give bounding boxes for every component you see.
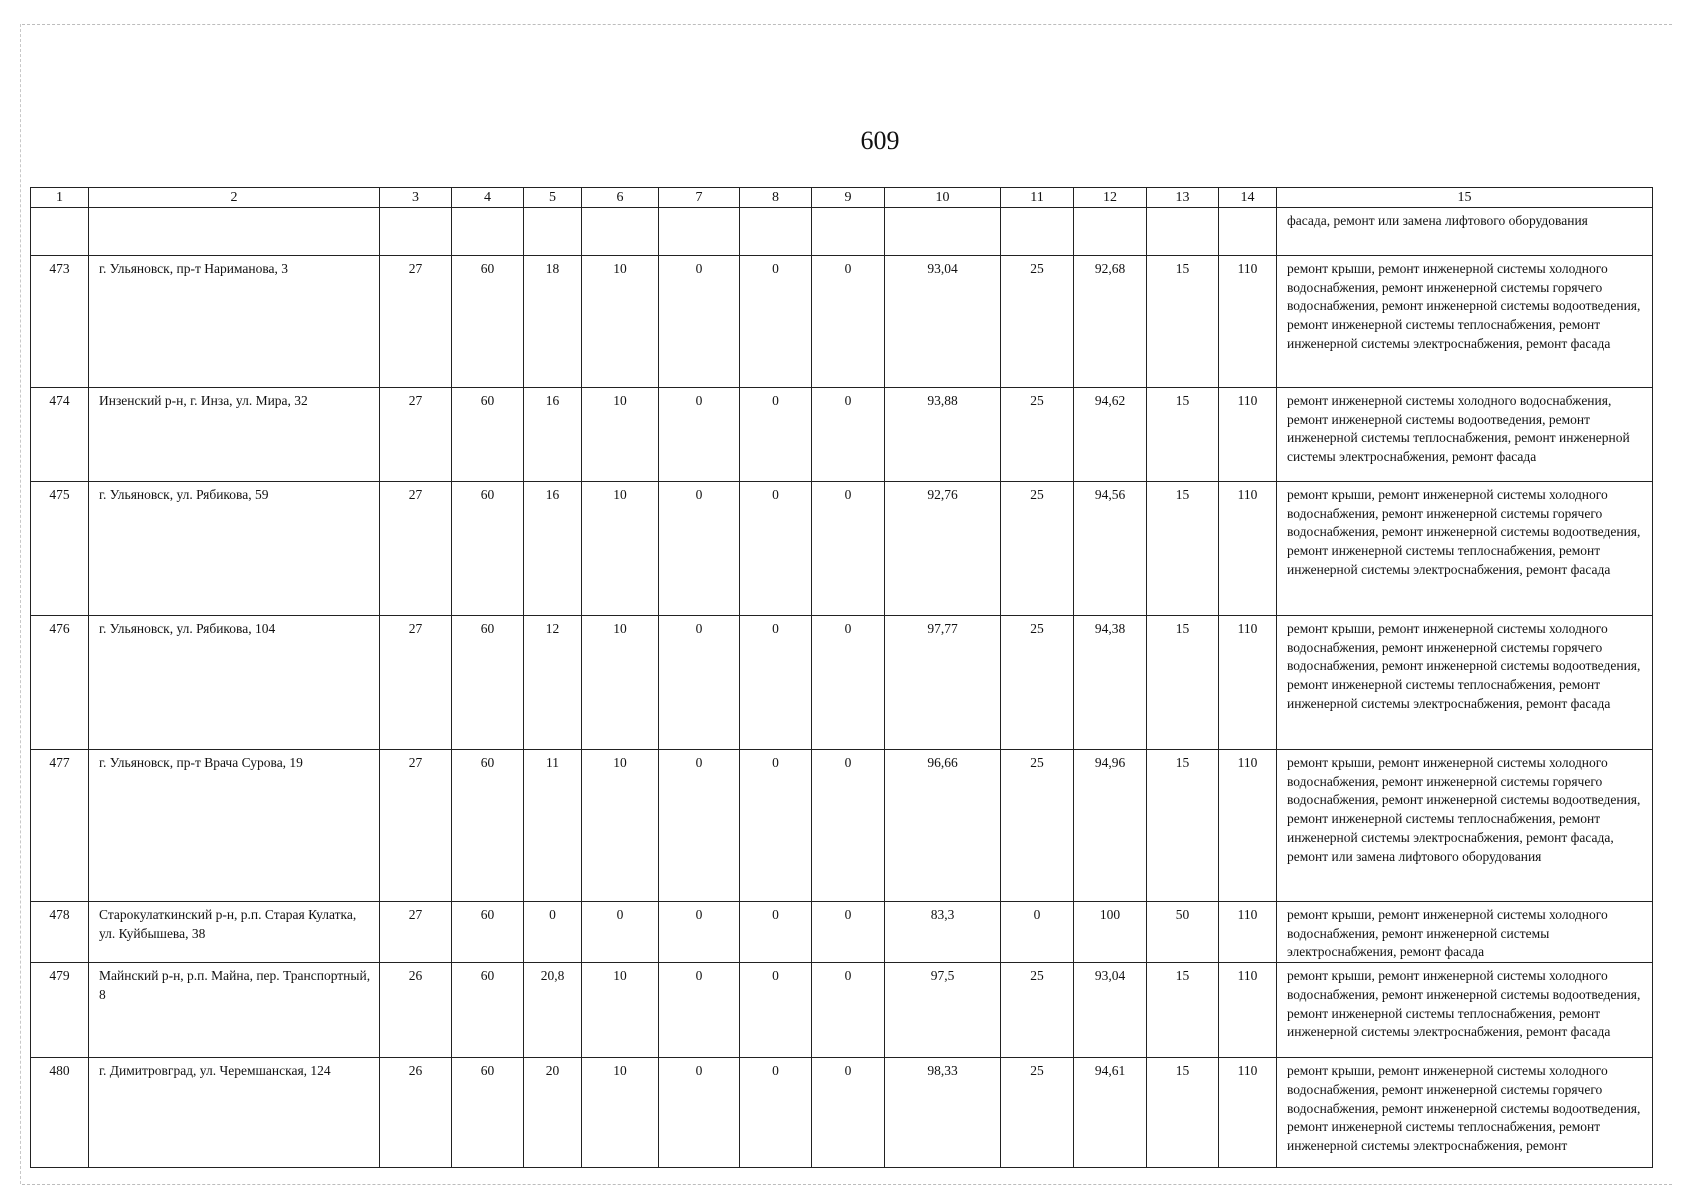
value-cell-7: 0 <box>659 388 740 482</box>
value-cell-12: 94,62 <box>1074 388 1147 482</box>
value-cell-8: 0 <box>740 750 812 902</box>
value-cell-14: 110 <box>1219 1058 1277 1168</box>
value-cell-9: 0 <box>812 1058 885 1168</box>
address-cell: г. Димитровград, ул. Черемшанская, 124 <box>89 1058 380 1168</box>
column-header-3: 3 <box>380 188 452 208</box>
value-cell-8: 0 <box>740 1058 812 1168</box>
table-row <box>31 963 1653 1058</box>
value-cell-3: 27 <box>380 616 452 750</box>
value-cell-5: 18 <box>524 256 582 388</box>
works-list-cell: ремонт крыши, ремонт инженерной системы холодного водоснабжения, ремонт инженерной системы горячего водоснабжения, ремонт инженерной системы водоотведения, ремонт инженерной системы теплоснабжения, ремонт инженерной системы электроснабжения, ремонт фасада <box>1277 256 1653 388</box>
value-cell-7: 0 <box>659 616 740 750</box>
column-number-row <box>31 188 1653 208</box>
value-cell-12: 94,38 <box>1074 616 1147 750</box>
address-cell: Старокулаткинский р-н, р.п. Старая Кулатка, ул. Куйбышева, 38 <box>89 902 380 963</box>
value-cell-6: 10 <box>582 256 659 388</box>
value-cell-9: 0 <box>812 750 885 902</box>
value-cell-5: 20,8 <box>524 963 582 1058</box>
column-header-2: 2 <box>89 188 380 208</box>
value-cell-12: 94,61 <box>1074 1058 1147 1168</box>
value-cell-5: 16 <box>524 482 582 616</box>
value-cell-11: 25 <box>1001 482 1074 616</box>
works-list-cell: ремонт крыши, ремонт инженерной системы холодного водоснабжения, ремонт инженерной системы горячего водоснабжения, ремонт инженерной системы водоотведения, ремонт инженерной системы теплоснабжения, ремонт инженерной системы электроснабжения, ремонт <box>1277 1058 1653 1168</box>
value-cell-12: 92,68 <box>1074 256 1147 388</box>
value-cell-3: 27 <box>380 388 452 482</box>
value-cell-7: 0 <box>659 1058 740 1168</box>
row-number-cell: 473 <box>31 256 89 388</box>
address-cell: г. Ульяновск, ул. Рябикова, 59 <box>89 482 380 616</box>
column-header-15: 15 <box>1277 188 1653 208</box>
address-cell: Майнский р-н, р.п. Майна, пер. Транспортный, 8 <box>89 963 380 1058</box>
value-cell-11: 25 <box>1001 963 1074 1058</box>
value-cell-14: 110 <box>1219 750 1277 902</box>
value-cell-12: 94,96 <box>1074 750 1147 902</box>
value-cell-5: 0 <box>524 902 582 963</box>
value-cell-14: 110 <box>1219 616 1277 750</box>
value-cell-9: 0 <box>812 616 885 750</box>
value-cell-14: 110 <box>1219 256 1277 388</box>
value-cell-3: 26 <box>380 1058 452 1168</box>
value-cell-4: 60 <box>452 616 524 750</box>
address-cell: Инзенский р-н, г. Инза, ул. Мира, 32 <box>89 388 380 482</box>
works-list-cell: ремонт крыши, ремонт инженерной системы холодного водоснабжения, ремонт инженерной системы горячего водоснабжения, ремонт инженерной системы водоотведения, ремонт инженерной системы теплоснабжения, ремонт инженерной системы электроснабжения, ремонт фасада <box>1277 616 1653 750</box>
table-row <box>31 1058 1653 1168</box>
value-cell-9: 0 <box>812 388 885 482</box>
value-cell-8: 0 <box>740 902 812 963</box>
value-cell-9: 0 <box>812 256 885 388</box>
value-cell-11: 25 <box>1001 1058 1074 1168</box>
value-cell-5: 12 <box>524 616 582 750</box>
value-cell-6: 10 <box>582 388 659 482</box>
value-cell-7: 0 <box>659 256 740 388</box>
value-cell-13: 15 <box>1147 256 1219 388</box>
table-row <box>31 750 1653 902</box>
column-header-7: 7 <box>659 188 740 208</box>
value-cell-14: 110 <box>1219 902 1277 963</box>
table-row <box>31 482 1653 616</box>
value-cell-10: 93,04 <box>885 256 1001 388</box>
value-cell-8: 0 <box>740 616 812 750</box>
works-list-cell: ремонт крыши, ремонт инженерной системы холодного водоснабжения, ремонт инженерной системы водоотведения, ремонт инженерной системы теплоснабжения, ремонт инженерной системы электроснабжения, ремонт фасада <box>1277 963 1653 1058</box>
value-cell-9: 0 <box>812 963 885 1058</box>
table-row <box>31 256 1653 388</box>
value-cell-4: 60 <box>452 256 524 388</box>
value-cell-5: 20 <box>524 1058 582 1168</box>
value-cell-7: 0 <box>659 963 740 1058</box>
value-cell-6: 10 <box>582 750 659 902</box>
column-header-14: 14 <box>1219 188 1277 208</box>
value-cell-5: 11 <box>524 750 582 902</box>
value-cell-13: 15 <box>1147 1058 1219 1168</box>
value-cell-8: 0 <box>740 256 812 388</box>
table-row <box>31 388 1653 482</box>
value-cell-6: 10 <box>582 482 659 616</box>
value-cell-4: 60 <box>452 902 524 963</box>
column-header-1: 1 <box>31 188 89 208</box>
value-cell-13: 15 <box>1147 616 1219 750</box>
value-cell-12: 93,04 <box>1074 963 1147 1058</box>
value-cell-10: 97,77 <box>885 616 1001 750</box>
value-cell-12: 94,56 <box>1074 482 1147 616</box>
value-cell-4: 60 <box>452 963 524 1058</box>
row-number-cell: 478 <box>31 902 89 963</box>
page-number: 609 <box>860 126 900 155</box>
row-number-cell: 476 <box>31 616 89 750</box>
value-cell-3: 27 <box>380 482 452 616</box>
value-cell-7: 0 <box>659 902 740 963</box>
value-cell-4: 60 <box>452 388 524 482</box>
value-cell-8: 0 <box>740 388 812 482</box>
value-cell-3: 27 <box>380 902 452 963</box>
row-number-cell: 479 <box>31 963 89 1058</box>
value-cell-6: 0 <box>582 902 659 963</box>
value-cell-10: 92,76 <box>885 482 1001 616</box>
value-cell-8: 0 <box>740 482 812 616</box>
value-cell-11: 25 <box>1001 388 1074 482</box>
column-header-13: 13 <box>1147 188 1219 208</box>
value-cell-10: 98,33 <box>885 1058 1001 1168</box>
row-number-cell: 480 <box>31 1058 89 1168</box>
scan-edge-left <box>20 24 21 1184</box>
works-table <box>30 187 1653 1168</box>
value-cell-6: 10 <box>582 616 659 750</box>
value-cell-13: 15 <box>1147 963 1219 1058</box>
address-cell: г. Ульяновск, пр-т Врача Сурова, 19 <box>89 750 380 902</box>
value-cell-4: 60 <box>452 482 524 616</box>
value-cell-11: 25 <box>1001 616 1074 750</box>
value-cell-10: 96,66 <box>885 750 1001 902</box>
continuation-row <box>31 208 1653 256</box>
value-cell-4: 60 <box>452 750 524 902</box>
value-cell-14: 110 <box>1219 482 1277 616</box>
works-list-cell: ремонт инженерной системы холодного водоснабжения, ремонт инженерной системы водоотведения, ремонт инженерной системы теплоснабжения, ремонт инженерной системы электроснабжения, ремонт фасада <box>1277 388 1653 482</box>
works-list-cell: ремонт крыши, ремонт инженерной системы холодного водоснабжения, ремонт инженерной системы горячего водоснабжения, ремонт инженерной системы водоотведения, ремонт инженерной системы теплоснабжения, ремонт инженерной системы электроснабжения, ремонт фасада <box>1277 482 1653 616</box>
value-cell-9: 0 <box>812 902 885 963</box>
value-cell-10: 97,5 <box>885 963 1001 1058</box>
value-cell-4: 60 <box>452 1058 524 1168</box>
scan-edge-bottom <box>22 1184 1672 1185</box>
works-list-cell: ремонт крыши, ремонт инженерной системы холодного водоснабжения, ремонт инженерной системы горячего водоснабжения, ремонт инженерной системы водоотведения, ремонт инженерной системы теплоснабжения, ремонт инженерной системы электроснабжения, ремонт фасада, ремонт или замена лифтового оборудования <box>1277 750 1653 902</box>
column-header-4: 4 <box>452 188 524 208</box>
table-row <box>31 902 1653 963</box>
value-cell-6: 10 <box>582 1058 659 1168</box>
value-cell-10: 93,88 <box>885 388 1001 482</box>
scan-edge-top <box>22 24 1672 25</box>
value-cell-13: 50 <box>1147 902 1219 963</box>
value-cell-11: 25 <box>1001 256 1074 388</box>
column-header-11: 11 <box>1001 188 1074 208</box>
row-number-cell: 475 <box>31 482 89 616</box>
value-cell-12: 100 <box>1074 902 1147 963</box>
value-cell-7: 0 <box>659 750 740 902</box>
value-cell-8: 0 <box>740 963 812 1058</box>
value-cell-13: 15 <box>1147 388 1219 482</box>
column-header-9: 9 <box>812 188 885 208</box>
value-cell-14: 110 <box>1219 388 1277 482</box>
address-cell: г. Ульяновск, пр-т Нариманова, 3 <box>89 256 380 388</box>
value-cell-11: 0 <box>1001 902 1074 963</box>
value-cell-14: 110 <box>1219 963 1277 1058</box>
row-number-cell: 474 <box>31 388 89 482</box>
works-list-cell: ремонт крыши, ремонт инженерной системы холодного водоснабжения, ремонт инженерной системы электроснабжения, ремонт фасада <box>1277 902 1653 963</box>
value-cell-9: 0 <box>812 482 885 616</box>
value-cell-5: 16 <box>524 388 582 482</box>
value-cell-3: 27 <box>380 750 452 902</box>
value-cell-10: 83,3 <box>885 902 1001 963</box>
row-number-cell: 477 <box>31 750 89 902</box>
column-header-5: 5 <box>524 188 582 208</box>
column-header-12: 12 <box>1074 188 1147 208</box>
column-header-8: 8 <box>740 188 812 208</box>
value-cell-6: 10 <box>582 963 659 1058</box>
value-cell-11: 25 <box>1001 750 1074 902</box>
value-cell-3: 27 <box>380 256 452 388</box>
value-cell-13: 15 <box>1147 482 1219 616</box>
value-cell-3: 26 <box>380 963 452 1058</box>
value-cell-13: 15 <box>1147 750 1219 902</box>
address-cell: г. Ульяновск, ул. Рябикова, 104 <box>89 616 380 750</box>
value-cell-7: 0 <box>659 482 740 616</box>
continuation-works-cell: фасада, ремонт или замена лифтового оборудования <box>1277 208 1653 256</box>
table-row <box>31 616 1653 750</box>
column-header-6: 6 <box>582 188 659 208</box>
column-header-10: 10 <box>885 188 1001 208</box>
